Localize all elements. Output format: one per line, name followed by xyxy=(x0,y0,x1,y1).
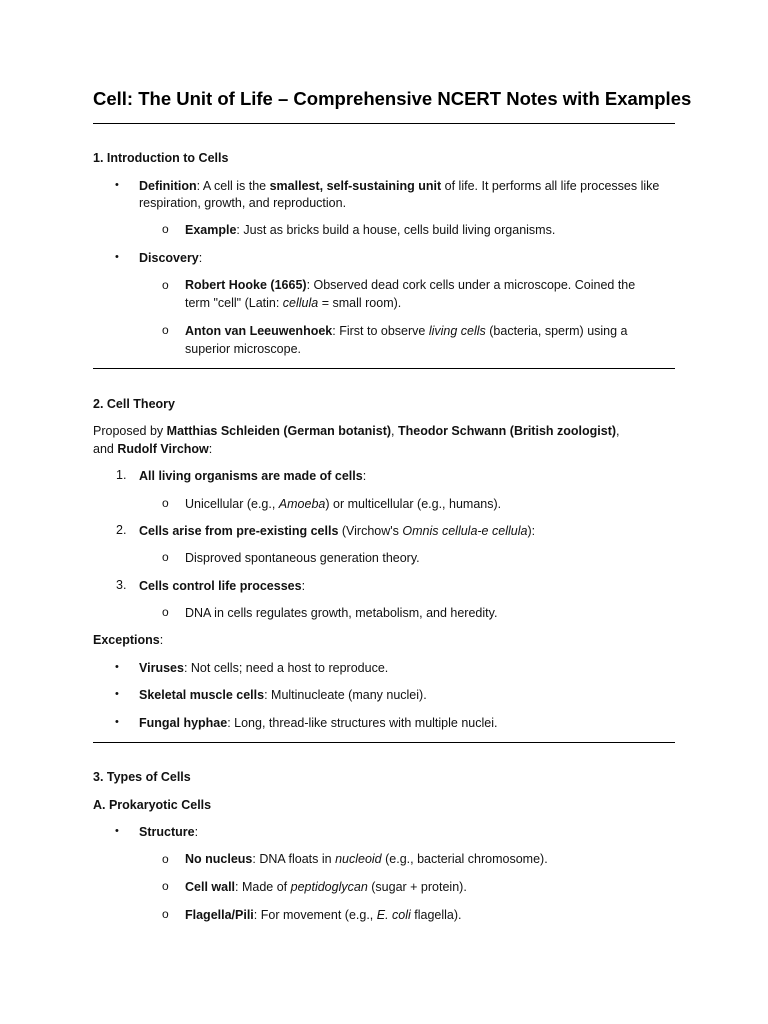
sub-bullet-glyph: o xyxy=(162,323,169,337)
exception-item: Fungal hyphae: Long, thread-like structures with multiple nuclei. xyxy=(139,716,498,730)
sub-bullet-glyph: o xyxy=(162,496,169,510)
prokaryote-feature: No nucleus: DNA floats in nucleoid (e.g., bacterial chromosome). xyxy=(185,852,548,866)
bullet-glyph: • xyxy=(115,716,119,728)
section-heading-types: 3. Types of Cells xyxy=(93,770,191,784)
sub-bullet-glyph: o xyxy=(162,879,169,893)
sub-bullet-glyph: o xyxy=(162,605,169,619)
definition-line-2: respiration, growth, and reproduction. xyxy=(139,196,347,210)
definition-line-1: Definition: A cell is the smallest, self-sustaining unit of life. It performs all life processes like xyxy=(139,179,660,193)
bullet-glyph: • xyxy=(115,825,119,837)
page-title: Cell: The Unit of Life – Comprehensive NCERT Notes with Examples xyxy=(93,88,692,109)
exception-item: Viruses: Not cells; need a host to reproduce. xyxy=(139,661,389,675)
list-number: 2. xyxy=(116,523,127,537)
sub-bullet-glyph: o xyxy=(162,907,169,921)
section-heading-cell-theory: 2. Cell Theory xyxy=(93,397,175,411)
bullet-glyph: • xyxy=(115,661,119,673)
prokaryote-feature: Cell wall: Made of peptidoglycan (sugar + protein). xyxy=(185,880,467,894)
bullet-glyph: • xyxy=(115,688,119,700)
discovery-line: Discovery: xyxy=(139,251,203,265)
theory-item-3-sub: DNA in cells regulates growth, metabolism, and heredity. xyxy=(185,606,498,620)
sub-bullet-glyph: o xyxy=(162,550,169,564)
title-divider xyxy=(93,123,675,124)
proposed-line-1: Proposed by Matthias Schleiden (German botanist), Theodor Schwann (British zoologist), xyxy=(93,424,620,438)
sub-bullet-glyph: o xyxy=(162,222,169,236)
theory-item-1-sub: Unicellular (e.g., Amoeba) or multicellular (e.g., humans). xyxy=(185,497,502,511)
section-divider xyxy=(93,742,675,743)
theory-item-2: Cells arise from pre-existing cells (Virchow's Omnis cellula-e cellula): xyxy=(139,524,536,538)
bullet-glyph: • xyxy=(115,251,119,263)
example-line: Example: Just as bricks build a house, cells build living organisms. xyxy=(185,223,556,237)
subheading-prokaryotic: A. Prokaryotic Cells xyxy=(93,798,212,812)
prokaryote-feature: Flagella/Pili: For movement (e.g., E. coli flagella). xyxy=(185,908,462,922)
theory-item-1: All living organisms are made of cells: xyxy=(139,469,367,483)
hooke-line-1: Robert Hooke (1665): Observed dead cork cells under a microscope. Coined the xyxy=(185,278,636,292)
sub-bullet-glyph: o xyxy=(162,852,169,866)
exceptions-heading: Exceptions: xyxy=(93,633,164,647)
leeuwenhoek-line-2: superior microscope. xyxy=(185,342,302,356)
section-heading-intro: 1. Introduction to Cells xyxy=(93,151,229,165)
exception-item: Skeletal muscle cells: Multinucleate (many nuclei). xyxy=(139,688,427,702)
sub-bullet-glyph: o xyxy=(162,278,169,292)
bullet-glyph: • xyxy=(115,179,119,191)
section-divider xyxy=(93,368,675,369)
hooke-line-2: term "cell" (Latin: cellula = small room). xyxy=(185,296,402,310)
structure-line: Structure: xyxy=(139,825,199,839)
theory-item-3: Cells control life processes: xyxy=(139,579,306,593)
list-number: 1. xyxy=(116,468,127,482)
list-number: 3. xyxy=(116,578,127,592)
leeuwenhoek-line-1: Anton van Leeuwenhoek: First to observe living cells (bacteria, sperm) using a xyxy=(185,324,628,338)
theory-item-2-sub: Disproved spontaneous generation theory. xyxy=(185,551,420,565)
proposed-line-2: and Rudolf Virchow: xyxy=(93,442,213,456)
